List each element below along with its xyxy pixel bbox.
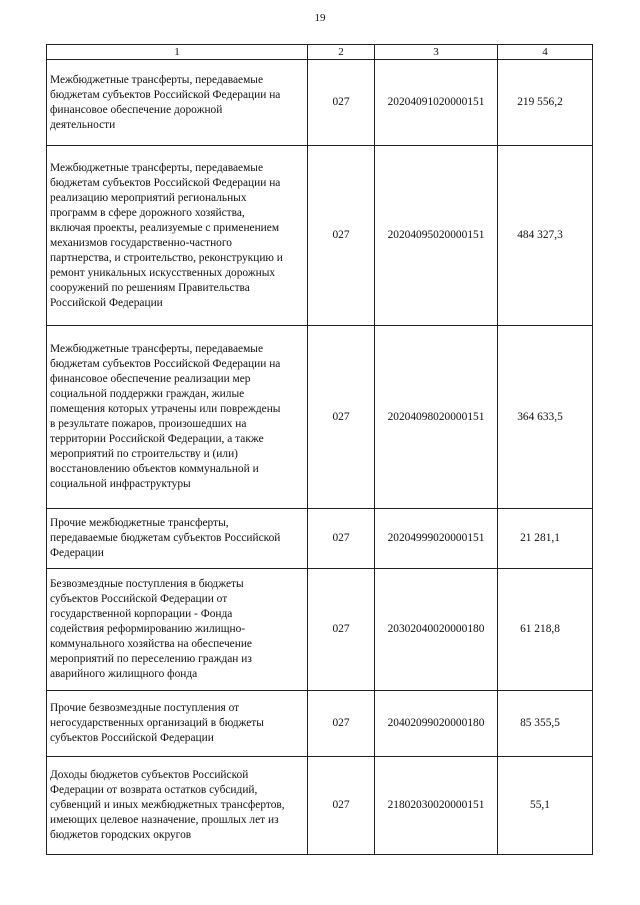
row-amount: 484 327,3 [498,146,593,326]
table-row [47,569,593,691]
row-code: 027 [308,691,375,757]
header-col-3: 3 [375,45,498,60]
row-description: Межбюджетные трансферты, передаваемые бюджетам субъектов Российской Федерации на реализацию мероприятий региональных программ в сфере дорожного хозяйства, включая проекты, реализуемые с применением механизмов государственно-частного партнерства, и строительство, реконструкцию и ремонт уникальных искусственных дорожных сооружений по решениям Правительства Российской Федерации [47,146,308,326]
row-description: Прочие безвозмездные поступления от негосударственных организаций в бюджеты субъектов Российской Федерации [47,691,308,757]
row-code: 027 [308,326,375,509]
row-classification: 20302040020000180 [375,569,498,691]
header-col-4: 4 [498,45,593,60]
row-code: 027 [308,509,375,569]
row-amount: 55,1 [498,757,593,855]
row-code: 027 [308,569,375,691]
page-number: 19 [314,12,326,24]
row-code: 027 [308,60,375,146]
row-description: Прочие межбюджетные трансферты, передаваемые бюджетам субъектов Российской Федерации [47,509,308,569]
row-classification: 20402099020000180 [375,691,498,757]
table-row [47,326,593,509]
row-code: 027 [308,757,375,855]
header-row [47,45,593,60]
row-description: Межбюджетные трансферты, передаваемые бюджетам субъектов Российской Федерации на финансовое обеспечение дорожной деятельности [47,60,308,146]
header-col-2: 2 [308,45,375,60]
table-row [47,60,593,146]
table-row [47,757,593,855]
row-classification: 20204098020000151 [375,326,498,509]
row-description: Межбюджетные трансферты, передаваемые бюджетам субъектов Российской Федерации на финансовое обеспечение реализации мер социальной поддержки граждан, жилые помещения которых утрачены или повреждены в результате пожаров, произошедших на территории Российской Федерации, а также мероприятий по строительству и (или) восстановлению объектов коммунальной и социальной инфраструктуры [47,326,308,509]
table-row [47,691,593,757]
row-classification: 20204091020000151 [375,60,498,146]
row-description: Доходы бюджетов субъектов Российской Федерации от возврата остатков субсидий, субвенций и иных межбюджетных трансфертов, имеющих целевое назначение, прошлых лет из бюджетов городских округов [47,757,308,855]
row-amount: 61 218,8 [498,569,593,691]
row-classification: 20204095020000151 [375,146,498,326]
revenue-table [46,44,593,855]
row-code: 027 [308,146,375,326]
row-amount: 85 355,5 [498,691,593,757]
table-row [47,146,593,326]
row-classification: 20204999020000151 [375,509,498,569]
row-description: Безвозмездные поступления в бюджеты субъектов Российской Федерации от государственной корпорации - Фонда содействия реформированию жилищно- коммунального хозяйства на обеспечение мероприятий по переселению граждан из аварийного жилищного фонда [47,569,308,691]
header-col-1: 1 [47,45,308,60]
row-amount: 364 633,5 [498,326,593,509]
row-classification: 21802030020000151 [375,757,498,855]
table-row [47,509,593,569]
row-amount: 21 281,1 [498,509,593,569]
row-amount: 219 556,2 [498,60,593,146]
